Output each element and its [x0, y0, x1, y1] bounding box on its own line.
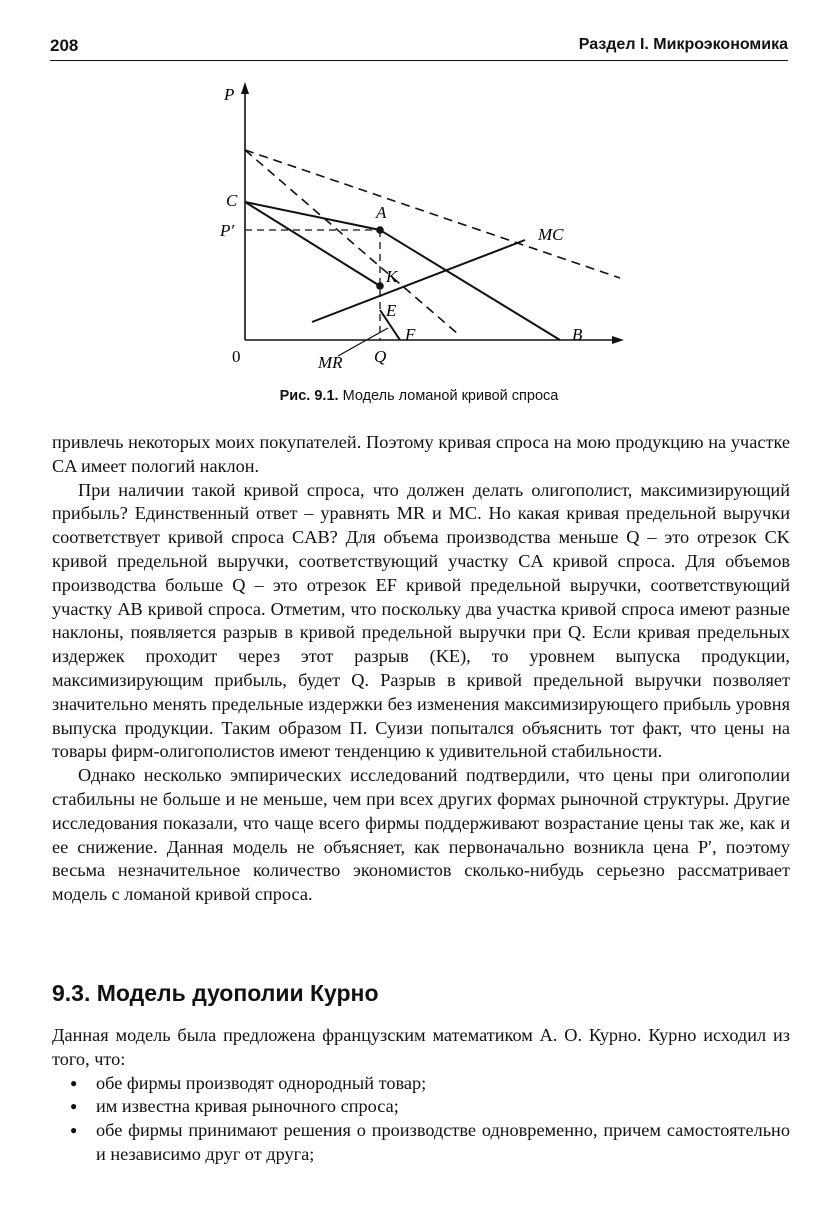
paragraph: При наличии такой кривой спроса, что должен делать олигополист, максимизирующий прибыль? Единственный ответ – уравнять MR и MC. Но какая кривая предельной выручки соответствует кривой спроса CAB? Для объема производства меньше Q – это отрезок CK кривой предельной выручки, соответствующий участку CA кривой спроса. Для объемов производства больше Q – это отрезок EF кривой предельной выручки, соответствующий участку AB кривой спроса. Отметим, что поскольку два участка кривой спроса имеют разные наклоны, появляется разрыв в кривой предельной выручки при Q. Если кривая предельных издержек проходит через этот разрыв (KE), то уровнем выпуска продукции, максимизирующим прибыль, будет Q. Разрыв в кривой предельной выручки позволяет значительно менять предельные издержки без изменения максимизирующего прибыль уровня выпуска продукции. Таким образом П. Суизи попытался объяснить тот факт, что цены на товары фирм-олигополистов имеют тенденцию к удивительной стабильности.	[52, 479, 790, 762]
figure-caption-number: Рис. 9.1.	[279, 388, 339, 404]
point-a	[376, 226, 384, 234]
y-axis-arrow	[241, 82, 249, 94]
mr-segment-ck	[245, 202, 380, 286]
label-f: F	[405, 325, 416, 344]
label-zero: 0	[232, 347, 241, 366]
section-title-header: Раздел I. Микроэкономика	[578, 36, 788, 53]
cournot-section	[52, 1024, 790, 1167]
running-header	[50, 32, 788, 61]
label-a: A	[376, 203, 387, 222]
label-k: K	[386, 267, 398, 286]
cournot-intro: Данная модель была предложена французским математиком А. О. Курно. Курно исходил из того, что:	[52, 1025, 790, 1069]
label-e: E	[386, 301, 397, 320]
figure-caption-text: Модель ломаной кривой спроса	[338, 388, 559, 404]
section-heading: 9.3. Модель дуополии Курно	[52, 980, 379, 1006]
kinked-demand-figure	[200, 78, 640, 378]
list-item: ● им известна кривая рыночного спроса;	[52, 1095, 790, 1119]
paragraph: привлечь некоторых моих покупателей. Поэтому кривая спроса на мою продукцию на участке CA имеет пологий наклон.	[52, 432, 790, 476]
label-q: Q	[374, 347, 387, 366]
mc-curve	[312, 240, 525, 322]
label-p-prime: P′	[220, 221, 235, 240]
label-b: B	[572, 325, 583, 344]
label-mr: MR	[318, 353, 343, 372]
list-item: ● обе фирмы принимают решения о производстве одновременно, причем самостоятельно и независимо друг от друга;	[52, 1119, 790, 1167]
label-c: C	[226, 191, 238, 210]
x-axis-arrow	[612, 336, 624, 344]
figure-caption	[0, 388, 838, 404]
point-k	[376, 282, 384, 290]
label-mc: MC	[538, 225, 564, 244]
label-p: P	[224, 85, 235, 104]
body-text	[52, 431, 790, 907]
paragraph: Однако несколько эмпирических исследований подтвердили, что цены при олигополии стабильны не больше и не меньше, чем при всех других формах рыночной структуры. Другие исследования показали, что чаще всего фирмы поддерживают возрастание цены так же, как и ее снижение. Данная модель не объясняет, как первоначально возникла цена P′, поэтому весьма незначительное количество экономистов сколько-нибудь серьезно рассматривает модель с ломаной кривой спроса.	[52, 765, 790, 905]
demand-curve-cab	[245, 202, 560, 340]
assumptions-list	[52, 1072, 790, 1167]
page-number: 208	[50, 36, 79, 55]
list-item: ● обе фирмы производят однородный товар;	[52, 1072, 790, 1096]
